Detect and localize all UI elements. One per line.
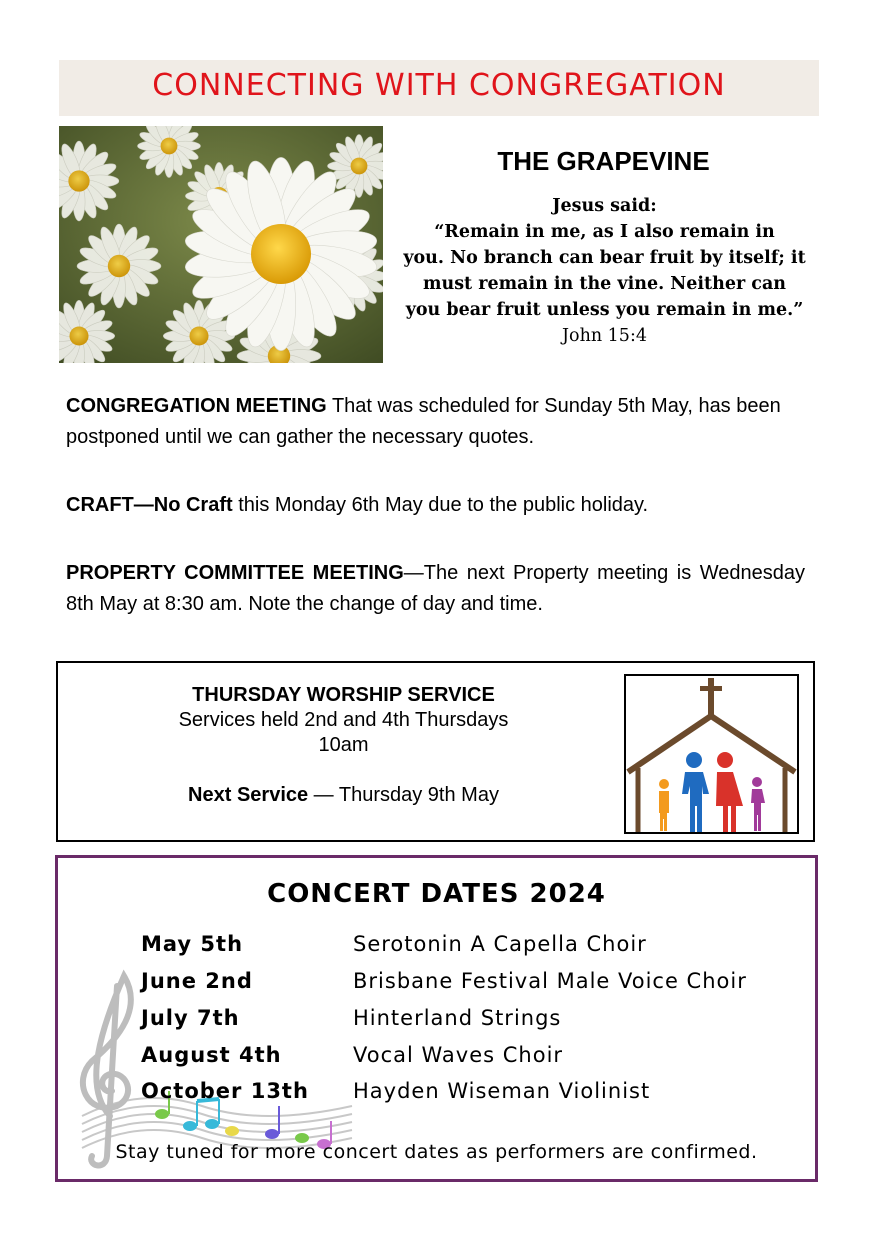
thursday-worship-text [106,683,581,808]
next-service-date: — Thursday 9th May [308,784,499,806]
concert-date: August 4th [141,1043,282,1067]
concert-performer: Hayden Wiseman Violinist [353,1079,651,1103]
thursday-schedule: Services held 2nd and 4th Thursdays [178,709,509,731]
notice-heading: CONGREGATION MEETING [66,395,327,417]
verse-line: you. No branch can bear fruit by itself; it [403,248,806,268]
notice-text: That was scheduled for Sunday 5th May, has been postponed until we can gather the necessary quotes. [66,395,781,448]
concert-row [141,1006,561,1030]
concert-date: June 2nd [141,969,253,993]
concert-performer: Hinterland Strings [353,1006,562,1030]
notice-heading: PROPERTY COMMITTEE MEETING [66,562,404,584]
concert-date: October 13th [141,1079,309,1103]
property-committee-notice [66,558,805,620]
thursday-time: 10am [318,734,369,756]
verse-line: must remain in the vine. Neither can [422,274,787,294]
next-service-label: Next Service [188,784,309,806]
concert-row [141,1043,563,1067]
notice-text: this Monday 6th May due to the public holiday. [232,494,649,516]
congregation-meeting-notice [66,391,805,453]
concert-date: May 5th [141,932,244,956]
concert-date: July 7th [141,1006,240,1030]
page-title: CONNECTING WITH CONGREGATION [152,68,726,103]
daisy-photo [59,126,383,363]
notice-text: —The next Property meeting is Wednesday 8th May at 8:30 am. Note the change of day and time. [66,562,806,615]
next-service [106,783,581,808]
concert-row [141,932,647,956]
concert-performer: Vocal Waves Choir [353,1043,564,1067]
verse-line: you bear fruit unless you remain in me.” [405,300,804,320]
church-family-icon [624,674,799,834]
concert-performer: Serotonin A Capella Choir [353,932,647,956]
grapevine-title: THE GRAPEVINE [497,146,710,176]
verse-reference: John 15:4 [562,326,647,346]
header-banner [59,60,819,116]
bible-verse [392,193,817,349]
concert-title: CONCERT DATES 2024 [267,879,606,909]
concert-performer: Brisbane Festival Male Voice Choir [353,969,747,993]
craft-notice [66,490,805,521]
concert-dates-box [55,855,818,1182]
concert-footer-note: Stay tuned for more concert dates as performers are confirmed. [115,1141,758,1163]
notice-heading: CRAFT—No Craft [66,494,233,516]
thursday-title: THURSDAY WORSHIP SERVICE [192,684,495,706]
concert-row [141,1079,650,1103]
concert-row [141,969,747,993]
verse-intro: Jesus said: [552,196,657,216]
verse-line: “Remain in me, as I also remain in [434,222,775,242]
